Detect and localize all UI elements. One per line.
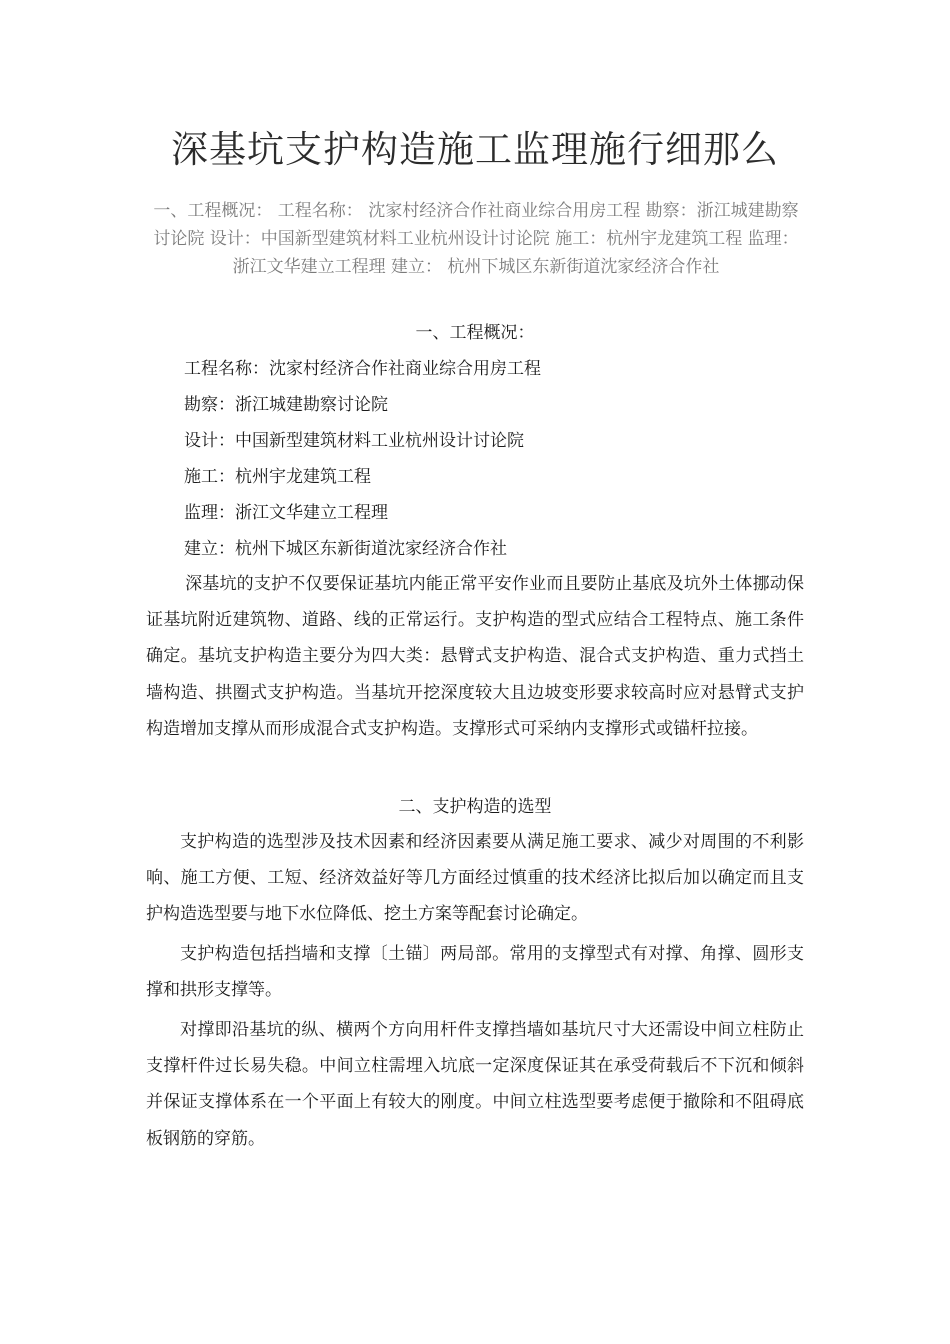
info-design: 设计：中国新型建筑材料工业杭州设计讨论院 [184,431,524,451]
paragraph-cross-bracing: 对撑即沿基坑的纵、横两个方向用杆件支撑挡墙如基坑尺寸大还需设中间立柱防止支撑杆件过长易失稳。中间立柱需埋入坑底一定深度保证其在承受荷载后不下沉和倾斜并保证支撑体系在一个平面上有较大的刚度。中间立柱选型要考虑便于撤除和不阻碍底板钢筋的穿筋。 [146,1020,804,1149]
info-project-name: 工程名称：沈家村经济合作社商业综合用房工程 [184,359,541,379]
paragraph-support-types: 支护构造包括挡墙和支撑〔土锚〕两局部。常用的支撑型式有对撑、角撑、圆形支撑和拱形支撑等。 [146,944,804,1001]
info-survey: 勘察：浙江城建勘察讨论院 [184,395,388,415]
info-construction: 施工：杭州宇龙建筑工程 [184,467,371,487]
info-owner: 建立：杭州下城区东新街道沈家经济合作社 [184,539,507,559]
paragraph-support-overview: 深基坑的支护不仅要保证基坑内能正常平安作业而且要防止基底及坑外土体挪动保证基坑附近建筑物、道路、线的正常运行。支护构造的型式应结合工程特点、施工条件确定。基坑支护构造主要分为四大类：悬臂式支护构造、混合式支护构造、重力式挡土墙构造、拱圈式支护构造。当基坑开挖深度较大且边坡变形要求较高时应对悬臂式支护构造增加支撑从而形成混合式支护构造。支撑形式可采纳内支撑形式或锚杆拉接。 [146,574,804,739]
section-heading-overview: 一、工程概况： [415,323,535,343]
section-heading-selection: 二、支护构造的选型 [398,797,552,817]
info-supervision: 监理：浙江文华建立工程理 [184,503,388,523]
paragraph-selection: 支护构造的选型涉及技术因素和经济因素要从满足施工要求、减少对周围的不利影响、施工方便、工短、经济效益好等几方面经过慎重的技术经济比拟后加以确定而且支护构造选型要与地下水位降低、挖土方案等配套讨论确定。 [146,832,804,925]
document-abstract: 一、工程概况： 工程名称： 沈家村经济合作社商业综合用房工程 勘察：浙江城建勘察讨论院 设计：中国新型建筑材料工业杭州设计讨论院 施工：杭州宇龙建筑工程 监理：浙江文华建立工程理 建立： 杭州下城区东新街道沈家经济合作社 [153,201,799,277]
document-title: 深基坑支护构造施工监理施行细那么 [171,128,779,171]
